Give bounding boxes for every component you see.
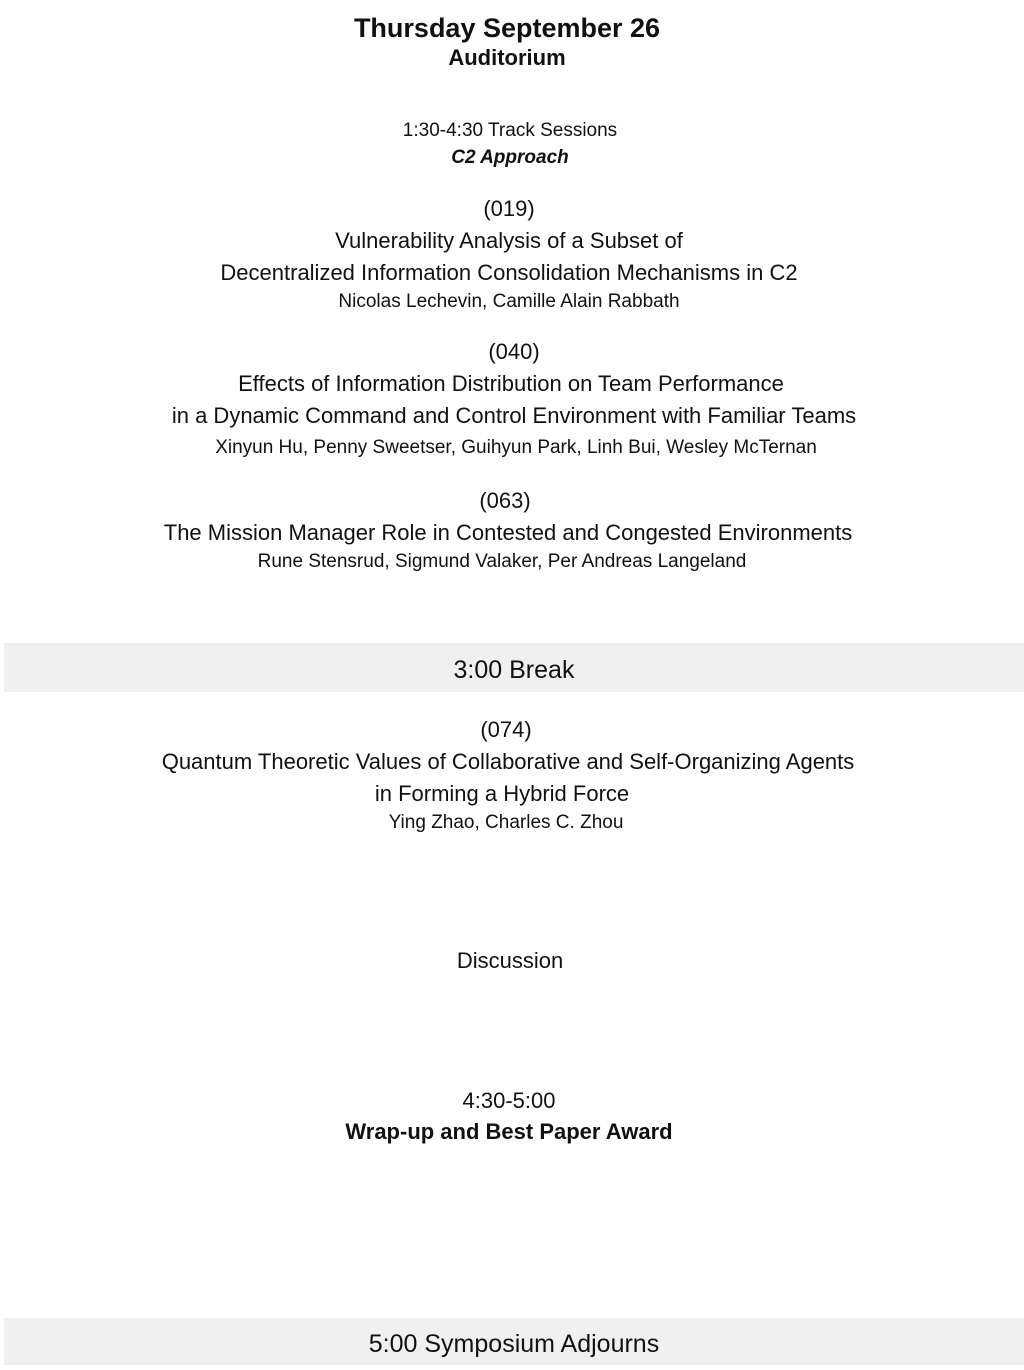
paper-title-line: Effects of Information Distribution on Team Performance [238, 371, 784, 396]
session-track: C2 Approach [451, 147, 569, 168]
paper-title-line: The Mission Manager Role in Contested and Congested Environments [163, 520, 853, 545]
venue-heading: Auditorium [448, 45, 566, 70]
paper-id: (074) [480, 717, 532, 742]
paper-title-line: in a Dynamic Command and Control Environment with Familiar Teams [171, 403, 857, 428]
paper-authors: Nicolas Lechevin, Camille Alain Rabbath [338, 291, 680, 312]
session-time: 1:30-4:30 Track Sessions [402, 120, 618, 141]
wrapup-title: Wrap-up and Best Paper Award [345, 1119, 673, 1144]
paper-title-line: Decentralized Information Consolidation Mechanisms in C2 [220, 260, 798, 285]
paper-authors: Rune Stensrud, Sigmund Valaker, Per Andreas Langeland [257, 551, 747, 572]
paper-title-line: Quantum Theoretic Values of Collaborative and Self-Organizing Agents [161, 749, 855, 774]
break-banner: 3:00 Break [4, 643, 1024, 692]
wrapup-time: 4:30-5:00 [462, 1088, 556, 1113]
paper-title-line: Vulnerability Analysis of a Subset of [335, 228, 683, 253]
paper-id: (040) [488, 339, 540, 364]
adjourn-banner: 5:00 Symposium Adjourns [4, 1318, 1024, 1365]
paper-id: (063) [479, 488, 531, 513]
paper-title-line: in Forming a Hybrid Force [374, 781, 630, 806]
discussion-label: Discussion [456, 948, 564, 973]
paper-authors: Xinyun Hu, Penny Sweetser, Guihyun Park, Linh Bui, Wesley McTernan [215, 437, 817, 458]
day-heading: Thursday September 26 [353, 13, 661, 43]
paper-id: (019) [483, 196, 535, 221]
paper-authors: Ying Zhao, Charles C. Zhou [388, 812, 624, 833]
